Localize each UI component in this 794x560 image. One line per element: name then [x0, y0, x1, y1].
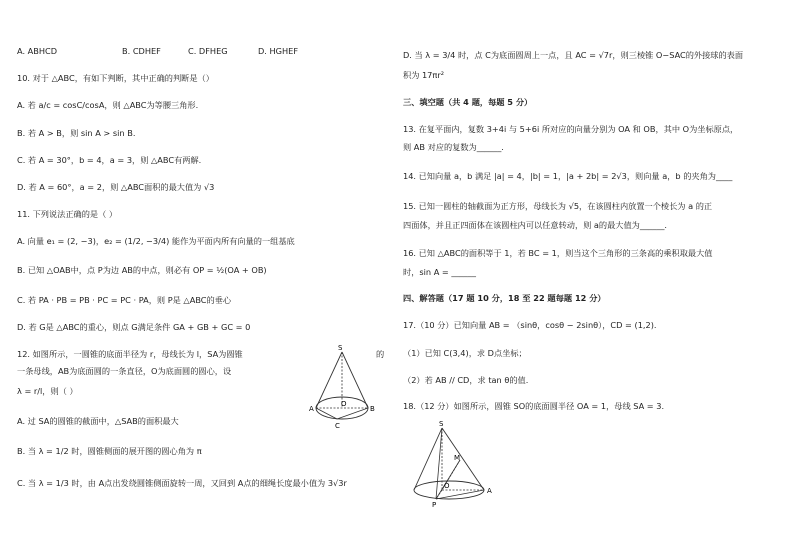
q12-cone-figure: [305, 342, 383, 430]
label-a: A: [487, 487, 492, 495]
q18-stem: 18.（12 分）如图所示，圆锥 SO的底面圆半径 OA = 1，母线 SA = 3.: [403, 401, 665, 411]
q12-line1-tail: 的: [376, 349, 385, 359]
label-b: B: [370, 405, 375, 413]
q12-option-c: C. 当 λ = 1/3 时，由 A点出发绕圆锥侧面旋转一周，又回到 A点的细绳长度最小值为 3√3r: [17, 478, 347, 488]
q10-option-b: B. 若 A > B，则 sin A > sin B.: [17, 128, 136, 138]
q12-option-b: B. 当 λ = 1/2 时，圆锥侧面的展开图的圆心角为 π: [17, 446, 202, 456]
q11-option-b: B. 已知 △OAB中，点 P为边 AB的中点，则必有 OP = ½(OA + OB): [17, 265, 267, 275]
label-a: A: [309, 405, 314, 413]
q14: 14. 已知向量 a，b 满足 |a| = 4，|b| = 1，|a + 2b| = 2√3，则向量 a，b 的夹角为____: [403, 171, 733, 181]
q9-option-d: D. HGHEF: [258, 46, 299, 56]
q16-line1: 16. 已知 △ABC的面积等于 1，若 BC = 1，则当这个三角形的三条高的乘积取最大值: [403, 248, 713, 258]
q10-option-a: A. 若 a/c = cosC/cosA，则 △ABC为等腰三角形.: [17, 100, 199, 110]
q11-stem: 11. 下列说法正确的是（ ）: [17, 209, 118, 219]
q12-line3: λ = r/l，则（ ）: [17, 386, 78, 396]
q9-option-c: C. DFHEG: [188, 46, 228, 56]
label-p: P: [432, 501, 437, 509]
q9-option-a: A. ABHCD: [17, 46, 58, 56]
q9-option-b: B. CDHEF: [122, 46, 161, 56]
q18-cone-figure: [408, 418, 498, 510]
q17-part2: （2）若 AB // CD，求 tan θ的值.: [403, 375, 529, 385]
q17-part1: （1）已知 C(3,4)，求 D点坐标；: [403, 348, 527, 358]
label-o: O: [444, 482, 450, 490]
q11-option-d: D. 若 G是 △ABC的重心，则点 G满足条件 GA + GB + GC = 0: [17, 322, 251, 332]
q16-line2: 时，sin A = ______: [403, 267, 476, 277]
q11-option-c: C. 若 PA · PB = PB · PC = PC · PA，则 P是 △ABC的垂心: [17, 295, 232, 305]
q12-option-d-line2: 积为 17πr²: [403, 70, 444, 80]
q11-option-a: A. 向量 e₁ = (2, −3)，e₂ = (1/2, −3/4) 能作为平面内所有向量的一组基底: [17, 236, 295, 246]
section-4-heading: 四、解答题（17 题 10 分，18 至 22 题每题 12 分）: [403, 293, 606, 303]
label-m: M: [454, 454, 461, 462]
q10-option-c: C. 若 A = 30°，b = 4，a = 3，则 △ABC有两解.: [17, 155, 202, 165]
q12-line1: 12. 如图所示，一圆锥的底面半径为 r，母线长为 l，SA为圆锥: [17, 349, 243, 359]
q15-line1: 15. 已知一圆柱的轴截面为正方形，母线长为 √5，在该圆柱内放置一个棱长为 a 的正: [403, 201, 713, 211]
label-o: O: [341, 400, 347, 408]
q10-option-d: D. 若 A = 60°，a = 2，则 △ABC面积的最大值为 √3: [17, 182, 215, 192]
q12-line2: 一条母线，AB为底面圆的一条直径，O为底面圆的圆心，设: [17, 366, 232, 376]
q17-stem: 17.（10 分）已知向量 AB = （sinθ，cosθ − 2sinθ），CD = (1,2).: [403, 320, 657, 330]
q13-line1: 13. 在复平面内，复数 3+4i 与 5+6i 所对应的向量分别为 OA 和 OB，其中 O为坐标原点，: [403, 124, 739, 134]
q15-line2: 四面体，并且正四面体在该圆柱内可以任意转动，则 a的最大值为______.: [403, 220, 668, 230]
q12-option-a: A. 过 SA的圆锥的截面中，△SAB的面积最大: [17, 416, 179, 426]
q13-line2: 则 AB 对应的复数为______.: [403, 142, 504, 152]
q10-stem: 10. 对于 △ABC，有如下判断，其中正确的判断是（）: [17, 73, 214, 83]
label-c: C: [335, 422, 340, 430]
q12-option-d-line1: D. 当 λ = 3/4 时，点 C为底面圆周上一点，且 AC = √7r，则三棱锥 O−SAC的外接球的表面: [403, 50, 744, 60]
label-s: S: [338, 344, 343, 352]
section-3-heading: 三、填空题（共 4 题，每题 5 分）: [403, 97, 533, 107]
label-s: S: [439, 420, 444, 428]
